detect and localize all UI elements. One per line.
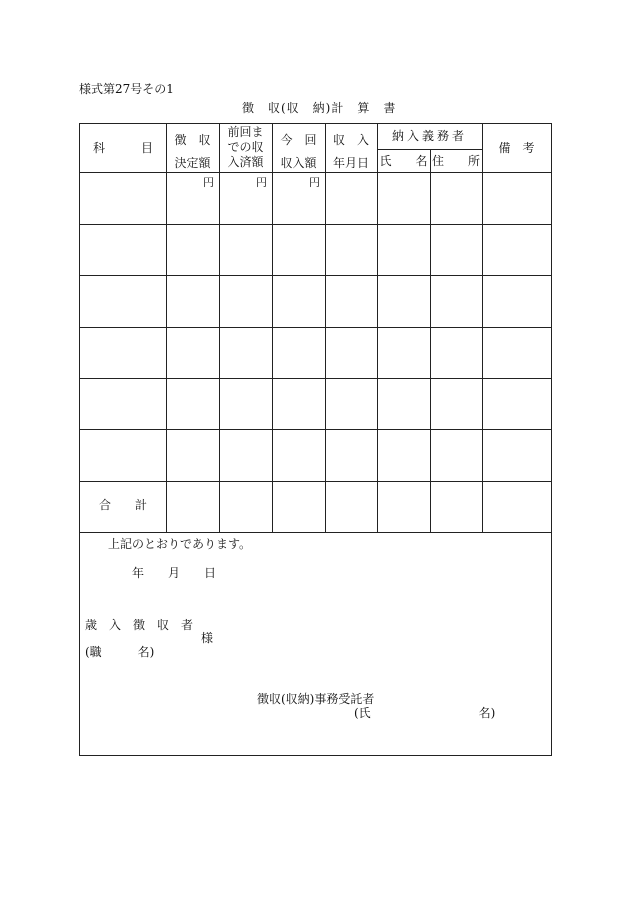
col-line bbox=[166, 124, 167, 532]
header-payer-name: 氏 名 bbox=[379, 154, 428, 168]
header-current-line2: 収入額 bbox=[280, 156, 317, 170]
col-line bbox=[482, 124, 483, 532]
header-decided-line2: 決定額 bbox=[174, 156, 211, 170]
row-line bbox=[80, 224, 551, 225]
header-payer: 納入義務者 bbox=[391, 129, 467, 143]
row-line bbox=[80, 327, 551, 328]
form-number: 様式第27号その1 bbox=[79, 82, 174, 96]
row-line bbox=[80, 275, 551, 276]
total-label: 合 計 bbox=[98, 498, 147, 512]
col-line bbox=[430, 149, 431, 532]
header-decided-line1: 徴 収 bbox=[174, 133, 211, 147]
document-title: 徴 収(収 納)計 算 書 bbox=[242, 101, 397, 115]
date-line: 年 月 日 bbox=[132, 566, 217, 580]
agent-title: 徴収(収納)事務受託者 bbox=[257, 692, 375, 706]
header-date-line1: 収 入 bbox=[332, 133, 369, 147]
col-line bbox=[377, 124, 378, 532]
header-prior-line1: 前回ま bbox=[227, 125, 264, 139]
row-line bbox=[80, 172, 551, 173]
statement-text: 上記のとおりであります。 bbox=[108, 537, 252, 551]
payer-subheader-line bbox=[377, 149, 482, 150]
yen-unit-decided: 円 bbox=[203, 176, 214, 189]
calculation-table bbox=[79, 123, 552, 756]
header-prior-line2: での収 bbox=[227, 140, 264, 154]
yen-unit-current: 円 bbox=[309, 176, 320, 189]
col-line bbox=[219, 124, 220, 532]
header-payer-address: 住 所 bbox=[431, 154, 480, 168]
col-line bbox=[272, 124, 273, 532]
header-remarks: 備 考 bbox=[498, 141, 535, 155]
row-line bbox=[80, 378, 551, 379]
header-prior-line3: 入済額 bbox=[227, 155, 264, 169]
header-subject: 科 目 bbox=[92, 141, 153, 155]
position-name: (職 名) bbox=[85, 645, 155, 659]
header-date-line2: 年月日 bbox=[332, 156, 369, 170]
yen-unit-prior: 円 bbox=[256, 176, 267, 189]
col-line bbox=[325, 124, 326, 532]
row-line bbox=[80, 532, 551, 533]
row-line bbox=[80, 481, 551, 482]
honorific: 様 bbox=[201, 631, 214, 645]
header-current-line1: 今 回 bbox=[280, 133, 317, 147]
agent-name: (氏 名) bbox=[354, 706, 496, 720]
collector-title: 歳 入 徴 収 者 bbox=[85, 618, 194, 632]
row-line bbox=[80, 429, 551, 430]
